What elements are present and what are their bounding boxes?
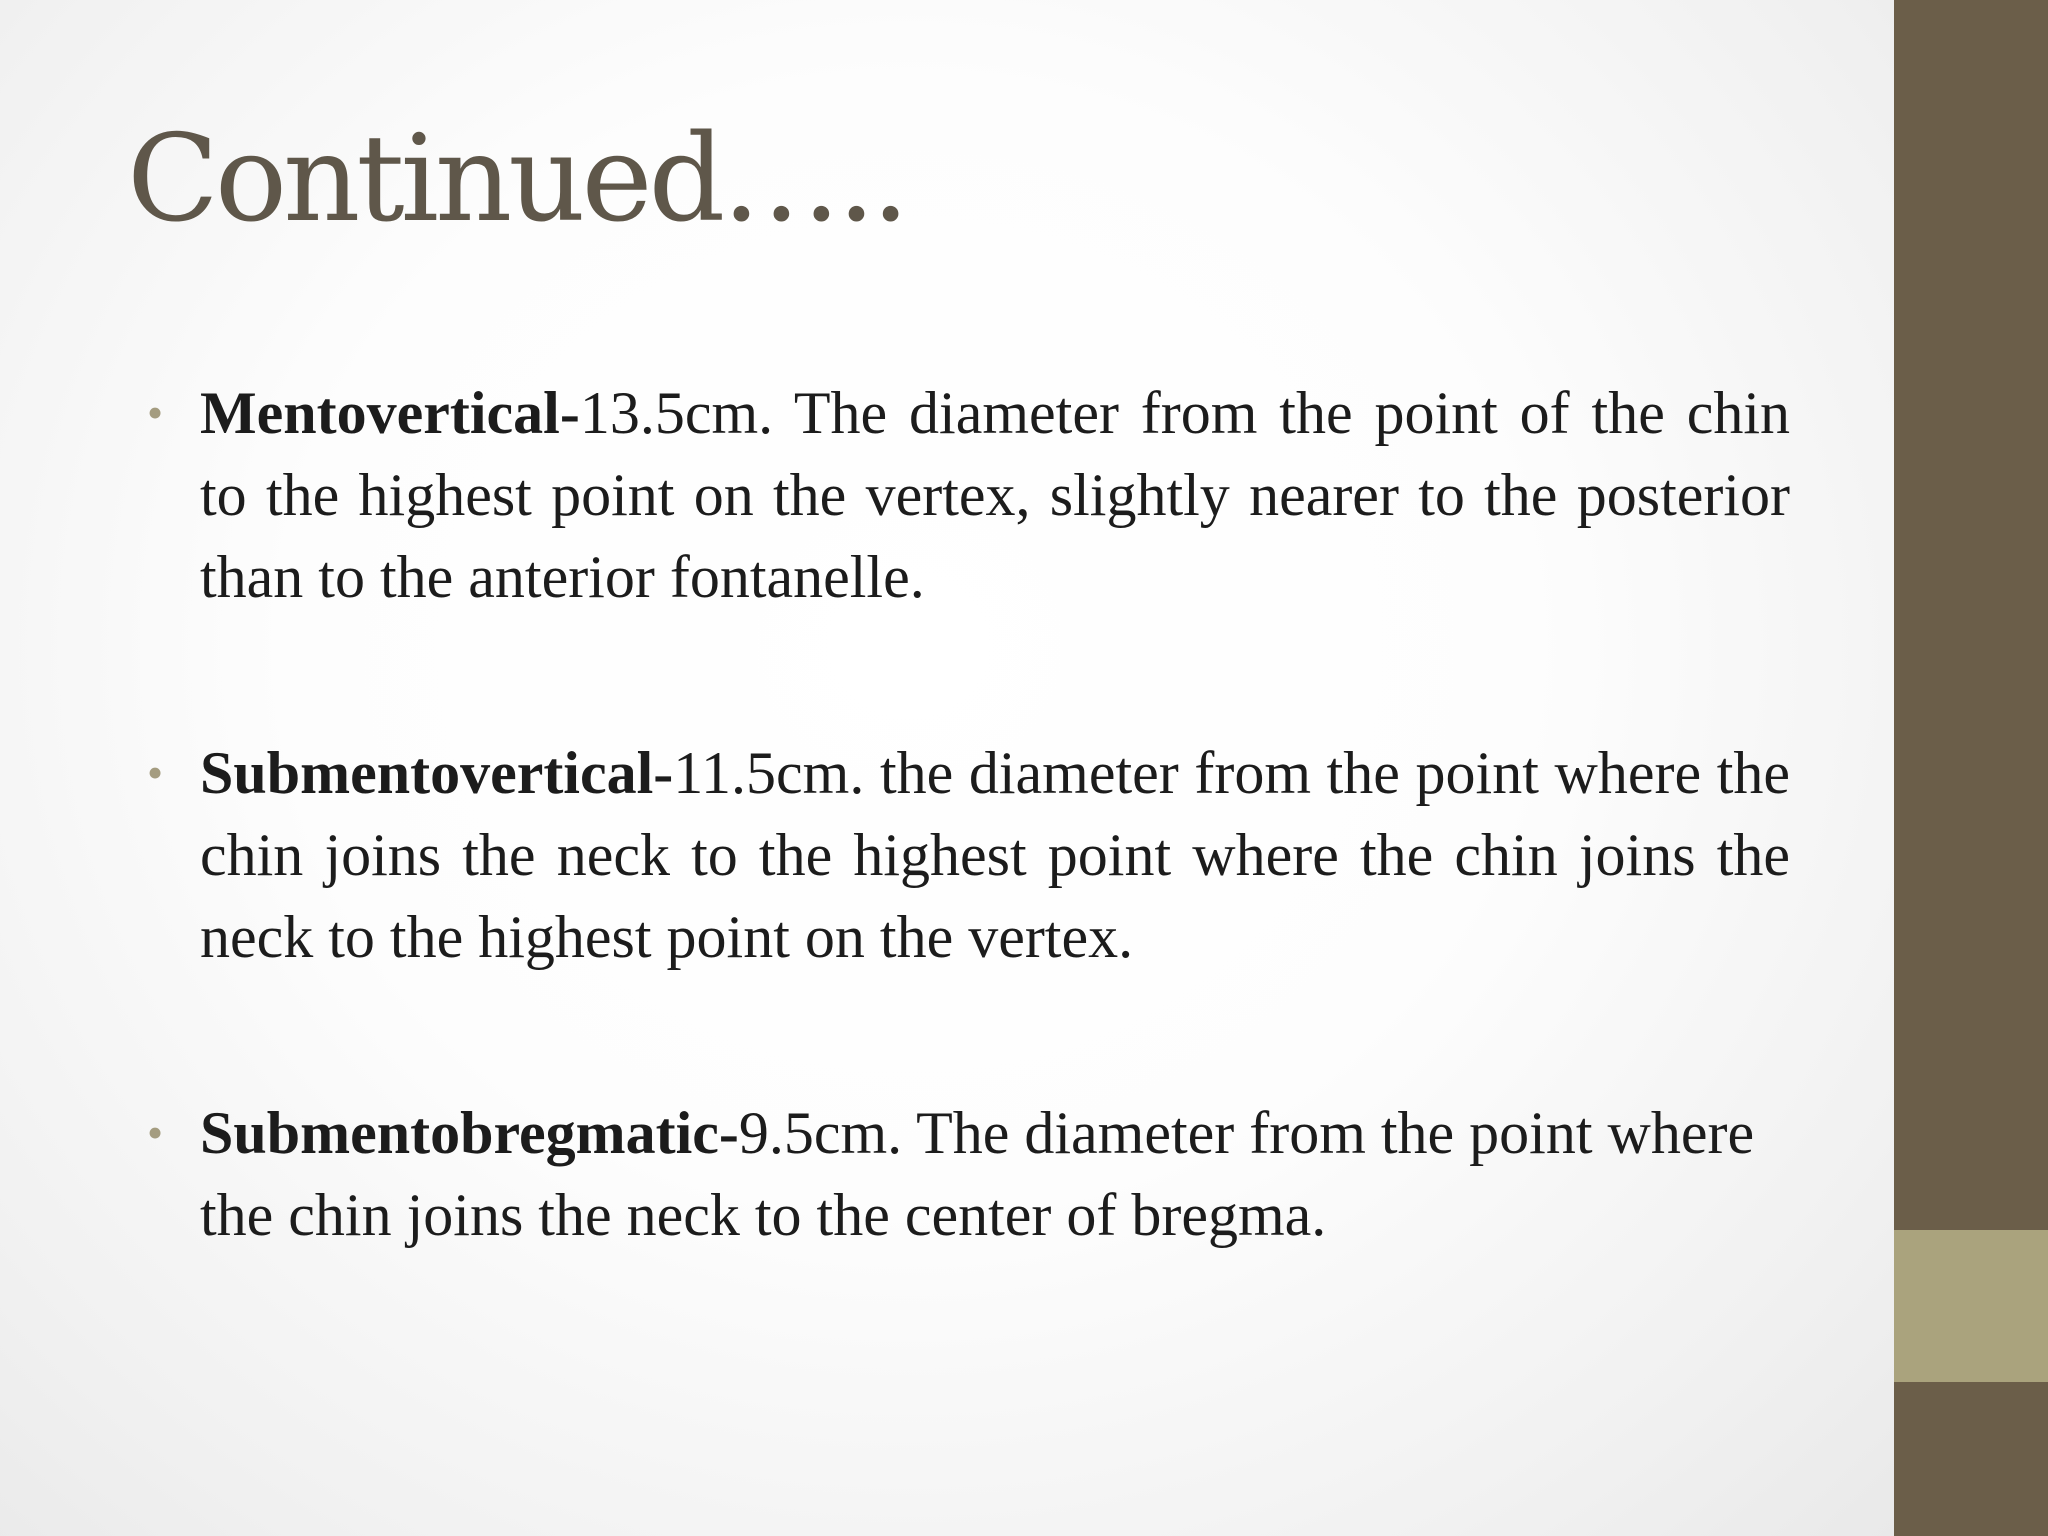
bullet-marker: • (147, 747, 164, 798)
bullet-text: 13.5cm. The diameter from the point of the chin to the highest point on the vertex, slightly nearer to the posterior than to the anterior fontanelle. (200, 380, 1790, 610)
slide-title: Continued….. (127, 110, 906, 249)
bullet-marker: • (147, 1107, 164, 1158)
bullet-submentobregmatic (147, 1092, 1790, 1256)
bullet-text: 9.5cm. The diameter from the point where the chin joins the neck to the center of bregma. (200, 1100, 1755, 1248)
bullet-submentovertical (147, 732, 1790, 978)
decorative-sidebar-accent (1894, 1230, 2048, 1382)
bullet-list (147, 372, 1790, 1256)
bullet-marker: • (147, 387, 164, 438)
bullet-text: 11.5cm. the diameter from the point where the chin joins the neck to the highest point where the chin joins the neck to the highest point on the vertex. (200, 740, 1790, 970)
bullet-term: Submentovertical- (200, 740, 674, 806)
bullet-term: Mentovertical- (200, 380, 580, 446)
bullet-term: Submentobregmatic- (200, 1100, 739, 1166)
bullet-mentovertical (147, 372, 1790, 618)
